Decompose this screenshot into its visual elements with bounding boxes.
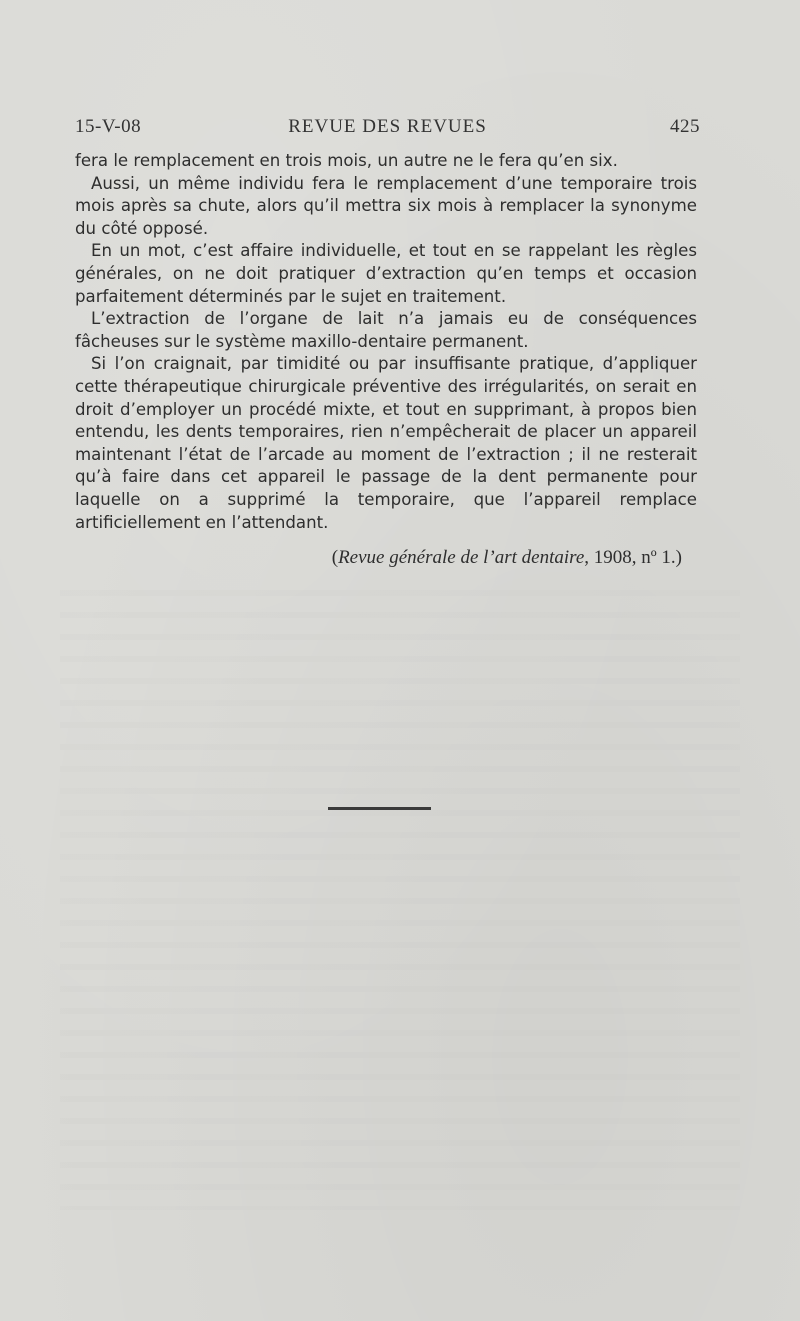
paragraph: L’extraction de l’organe de lait n’a jamais eu de conséquences fâcheuses sur le système maxillo-dentaire permanent.	[75, 309, 697, 351]
citation-details: , 1908, nº 1.)	[584, 547, 682, 568]
paragraph: Aussi, un même individu fera le remplacement d’une temporaire trois mois après sa chute, alors qu’il mettra six mois à remplacer la synonyme du côté opposé.	[75, 173, 697, 238]
running-head	[75, 116, 700, 142]
source-citation	[75, 547, 697, 569]
paragraph: Si l’on craignait, par timidité ou par insuffisante pratique, d’appliquer cette thérapeutique chirurgicale préventive des irrégularités, on serait en droit d’employer un procédé mixte, et tout en supprimant, à propos bien entendu, les dents temporaires, rien n’empêcherait de placer un appareil maintenant l’état de l’arcade au moment de l’extraction ; il ne resterait qu’à faire dans cet appareil le passage de la dent permanente pour laquelle on a supprimé la temporaire, que l’appareil remplace artificiellement en l’attendant.	[75, 354, 697, 532]
page-number: 425	[670, 116, 700, 137]
paragraph-continuation: fera le remplacement en trois mois, un autre ne le fera qu’en six.	[75, 151, 618, 170]
article-body	[75, 150, 697, 534]
paragraph: En un mot, c’est affaire individuelle, et tout en se rappelant les règles générales, on ne doit pratiquer d’extraction qu’en temps et occasion parfaitement déterminés par le sujet en traitement.	[75, 241, 697, 306]
journal-title: REVUE DES REVUES	[288, 116, 487, 137]
citation-open: (	[331, 547, 339, 568]
show-through-texture	[60, 590, 740, 1210]
section-divider	[328, 807, 431, 810]
issue-date: 15-V-08	[75, 116, 142, 137]
citation-journal: Revue générale de l’art dentaire	[338, 547, 585, 568]
